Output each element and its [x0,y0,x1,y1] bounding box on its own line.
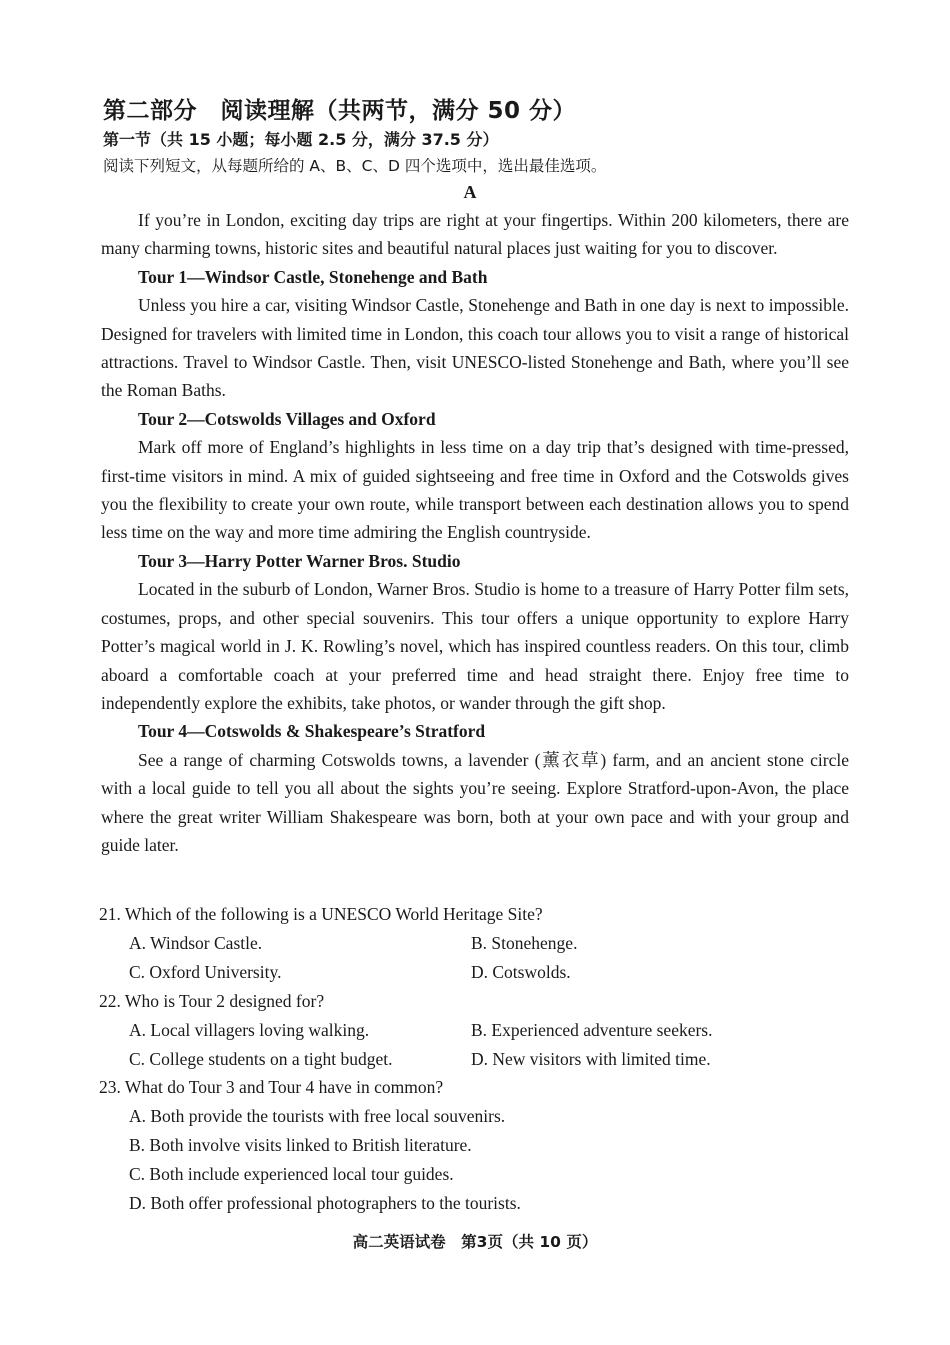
instruction: 阅读下列短文，从每题所给的 A、B、C、D 四个选项中，选出最佳选项。 [103,157,607,175]
option-group [99,1102,859,1218]
option-group [99,929,859,987]
option-b: B. Stonehenge. [471,932,578,953]
option-c: C. Oxford University. [129,961,282,982]
passage-intro: If you’re in London, exciting day trips are right at your fingertips. Within 200 kilometers, there are many charming towns, historic sites and beautiful natural places just waiting for you to discover. [101,210,849,259]
option-a: A. Windsor Castle. [129,932,263,953]
tour-title: Tour 4—Cotswolds & Shakespeare’s Stratford [138,721,486,742]
tour-title: Tour 1—Windsor Castle, Stonehenge and Bath [138,266,488,287]
part-title: 第二部分 阅读理解（共两节，满分 50 分） [103,98,577,124]
tour-body: Unless you hire a car, visiting Windsor Castle, Stonehenge and Bath in one day is next to impossible. Designed for travelers with limited time in London, this coach tour allows you to visit a range of historical attractions. Travel to Windsor Castle. Then, visit UNESCO-listed Stonehenge and Bath, where you’ll see the Roman Baths. [101,295,849,401]
option-c: C. College students on a tight budget. [129,1048,393,1069]
question-stem: 22. Who is Tour 2 designed for? [99,990,325,1011]
option-b: B. Both involve visits linked to British literature. [129,1135,472,1156]
page-footer: 高二英语试卷 第3页（共 10 页） [352,1233,598,1251]
question-21 [99,900,859,987]
tour-body: See a range of charming Cotswolds towns, a lavender (薰衣草) farm, and an ancient stone circle with a local guide to tell you all about the sights you’re seeing. Explore Stratford-upon-Avon, the place where the great writer William Shakespeare was born, both at your own pace and with your group and guide later. [101,749,849,855]
tour-body: Located in the suburb of London, Warner Bros. Studio is home to a treasure of Harry Potter film sets, costumes, props, and other special souvenirs. This tour offers a unique opportunity to explore Harry Potter’s magical world in J. K. Rowling’s novel, which has inspired countless readers. On this tour, climb aboard a comfortable coach at your preferred time and head straight there. Enjoy free time to independently explore the exhibits, take photos, or wander through the gift shop. [101,579,849,713]
question-23 [99,1073,859,1218]
tour-title: Tour 2—Cotswolds Villages and Oxford [138,408,436,429]
question-stem: 21. Which of the following is a UNESCO World Heritage Site? [99,904,543,924]
option-a: A. Local villagers loving walking. [129,1019,370,1040]
tour-title: Tour 3—Harry Potter Warner Bros. Studio [138,550,461,571]
passage-label: A [463,182,477,202]
reading-passage [101,206,849,859]
option-d: D. New visitors with limited time. [471,1048,711,1069]
question-stem: 23. What do Tour 3 and Tour 4 have in common? [99,1077,444,1098]
option-c: C. Both include experienced local tour guides. [129,1164,454,1185]
question-list [99,900,859,1218]
question-22 [99,987,859,1074]
tour-body: Mark off more of England’s highlights in less time on a day trip that’s designed with time-pressed, first-time visitors in mind. A mix of guided sightseeing and free time in Oxford and the Cotswolds gives you the flexibility to create your own route, while transport between each destination allows you to spend less time on the way and more time admiring the English countryside. [101,437,849,543]
option-d: D. Cotswolds. [471,961,571,982]
option-b: B. Experienced adventure seekers. [471,1019,713,1040]
option-d: D. Both offer professional photographers to the tourists. [129,1193,521,1214]
section-title: 第一节（共 15 小题；每小题 2.5 分，满分 37.5 分） [103,130,499,149]
option-a: A. Both provide the tourists with free local souvenirs. [129,1106,506,1127]
option-group [99,1016,859,1074]
